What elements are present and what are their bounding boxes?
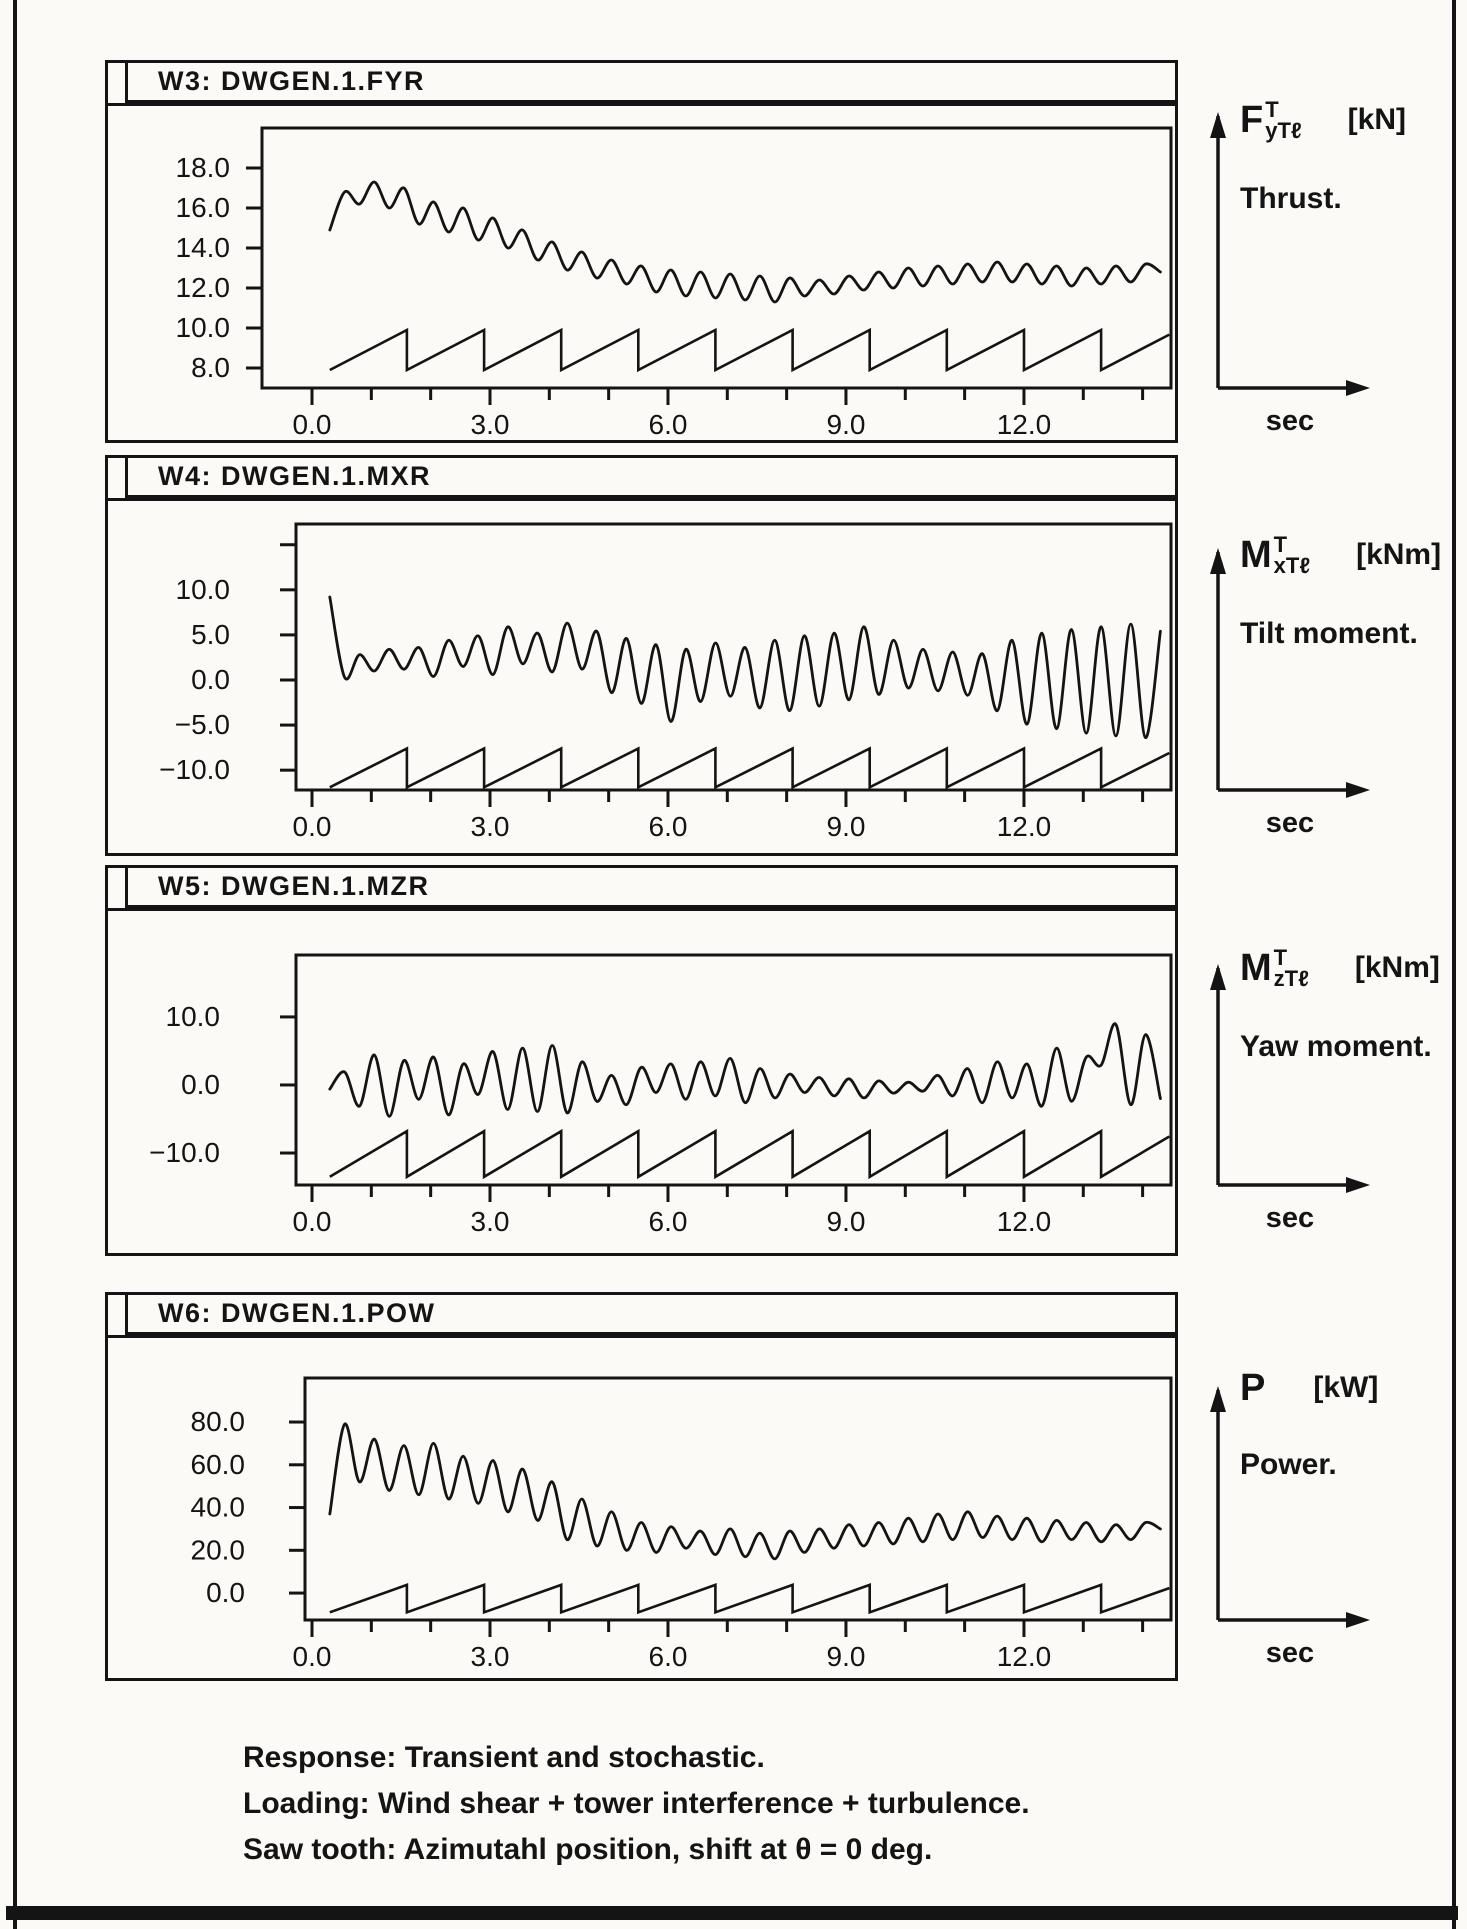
y-tick-label-w4: −10.0 (159, 754, 230, 786)
annotation-arrowhead-w5 (1210, 964, 1226, 990)
symbol-superscript: T (1273, 945, 1288, 970)
x-tick-label-w3: 3.0 (470, 409, 510, 440)
y-tick-label-w4: 0.0 (191, 663, 230, 695)
y-tick-label-w5: 10.0 (165, 1000, 220, 1032)
caption-line-response: Response: Transient and stochastic. (243, 1741, 765, 1774)
x-tick-label-w4: 3.0 (470, 811, 510, 842)
y-tick-label-w3: 12.0 (175, 272, 230, 303)
time-axis-arrowhead-w4 (1346, 782, 1370, 798)
x-tick-label-w3: 0.0 (292, 409, 332, 440)
annotation-arrowhead-w3 (1210, 112, 1226, 138)
annotation-arrowhead-w6 (1210, 1386, 1226, 1412)
caption-line-loading: Loading: Wind shear + tower interference + turbulence. (243, 1787, 1030, 1820)
axis-unit: [kN] (1347, 103, 1406, 136)
y-tick-label-w4: 10.0 (175, 573, 230, 605)
x-tick-label-w4: 6.0 (648, 811, 688, 842)
symbol-letter: P (1240, 1367, 1266, 1409)
sawtooth-trace-w5 (330, 1131, 1170, 1177)
sawtooth-trace-w3 (330, 330, 1170, 370)
symbol-superscript: T (1265, 97, 1279, 122)
time-axis-arrowhead-w6 (1346, 1612, 1370, 1628)
x-tick-label-w4: 9.0 (826, 811, 866, 842)
plot-frame-w6 (305, 1378, 1171, 1620)
figure-caption (243, 1735, 1030, 1873)
panel-title: W5: DWGEN.1.MZR (158, 871, 430, 901)
time-axis-unit-w5: sec (1265, 1202, 1315, 1234)
x-tick-label-w6: 6.0 (648, 1641, 688, 1672)
x-tick-label-w6: 9.0 (826, 1641, 866, 1672)
x-tick-label-w4: 0.0 (292, 811, 332, 842)
time-axis-unit-w3: sec (1265, 405, 1315, 437)
axis-unit: [kNm] (1356, 538, 1442, 571)
x-tick-label-w3: 6.0 (648, 409, 688, 440)
y-tick-label-w6: 0.0 (206, 1577, 245, 1609)
x-tick-label-w3: 9.0 (826, 409, 866, 440)
axis-unit: [kNm] (1354, 951, 1440, 984)
axis-unit: [kW] (1313, 1371, 1379, 1404)
x-tick-label-w4: 12.0 (996, 811, 1052, 842)
response-trace-w5 (330, 1024, 1161, 1117)
time-axis-unit-w4: sec (1265, 807, 1315, 839)
y-tick-label-w6: 60.0 (190, 1448, 245, 1480)
x-tick-label-w6: 0.0 (292, 1641, 332, 1672)
plot-frame-w4 (296, 524, 1171, 790)
annotation-arrowhead-w4 (1210, 548, 1226, 574)
axis-caption: Yaw moment. (1240, 1030, 1432, 1063)
y-tick-label-w6: 40.0 (190, 1491, 245, 1523)
y-tick-label-w3: 8.0 (191, 352, 230, 383)
y-tick-label-w6: 80.0 (190, 1406, 245, 1438)
symbol-letter: M (1240, 947, 1272, 989)
panel-title: W4: DWGEN.1.MXR (158, 461, 432, 491)
y-tick-label-w3: 16.0 (175, 192, 230, 223)
symbol-subscript: xTℓ (1273, 553, 1311, 578)
symbol-letter: F (1240, 99, 1264, 141)
y-tick-label-w4: 5.0 (191, 618, 230, 650)
panel-title: W3: DWGEN.1.FYR (158, 66, 426, 96)
sawtooth-trace-w6 (330, 1585, 1170, 1612)
x-tick-label-w5: 0.0 (292, 1206, 332, 1237)
x-tick-label-w3: 12.0 (996, 409, 1052, 440)
time-axis-arrowhead-w5 (1346, 1177, 1370, 1193)
y-tick-label-w3: 18.0 (175, 152, 230, 183)
y-tick-label-w5: 0.0 (181, 1068, 220, 1100)
symbol-subscript: yTℓ (1265, 118, 1302, 143)
response-trace-w4 (330, 597, 1161, 738)
time-axis-unit-w6: sec (1265, 1637, 1315, 1669)
symbol-superscript: T (1273, 532, 1288, 557)
response-trace-w3 (330, 182, 1161, 302)
caption-line-sawtooth: Saw tooth: Azimutahl position, shift at θ = 0 deg. (243, 1833, 933, 1866)
y-tick-label-w3: 10.0 (175, 312, 230, 343)
symbol-subscript: zTℓ (1273, 966, 1309, 991)
y-tick-label-w4: −5.0 (174, 709, 230, 741)
y-tick-label-w6: 20.0 (190, 1534, 245, 1566)
y-tick-label-w3: 14.0 (175, 232, 230, 263)
y-tick-label-w5: −10.0 (149, 1137, 220, 1169)
axis-caption: Power. (1240, 1448, 1337, 1481)
x-tick-label-w6: 12.0 (996, 1641, 1052, 1672)
axis-caption: Thrust. (1240, 182, 1342, 215)
symbol-letter: M (1240, 534, 1272, 576)
time-axis-arrowhead-w3 (1346, 380, 1370, 396)
x-tick-label-w6: 3.0 (470, 1641, 510, 1672)
sawtooth-trace-w4 (330, 749, 1170, 788)
response-trace-w6 (330, 1424, 1161, 1559)
x-tick-label-w5: 12.0 (996, 1206, 1052, 1237)
axis-caption: Tilt moment. (1240, 617, 1418, 650)
x-tick-label-w5: 6.0 (648, 1206, 688, 1237)
x-tick-label-w5: 9.0 (826, 1206, 866, 1237)
x-tick-label-w5: 3.0 (470, 1206, 510, 1237)
panel-title: W6: DWGEN.1.POW (158, 1298, 436, 1328)
